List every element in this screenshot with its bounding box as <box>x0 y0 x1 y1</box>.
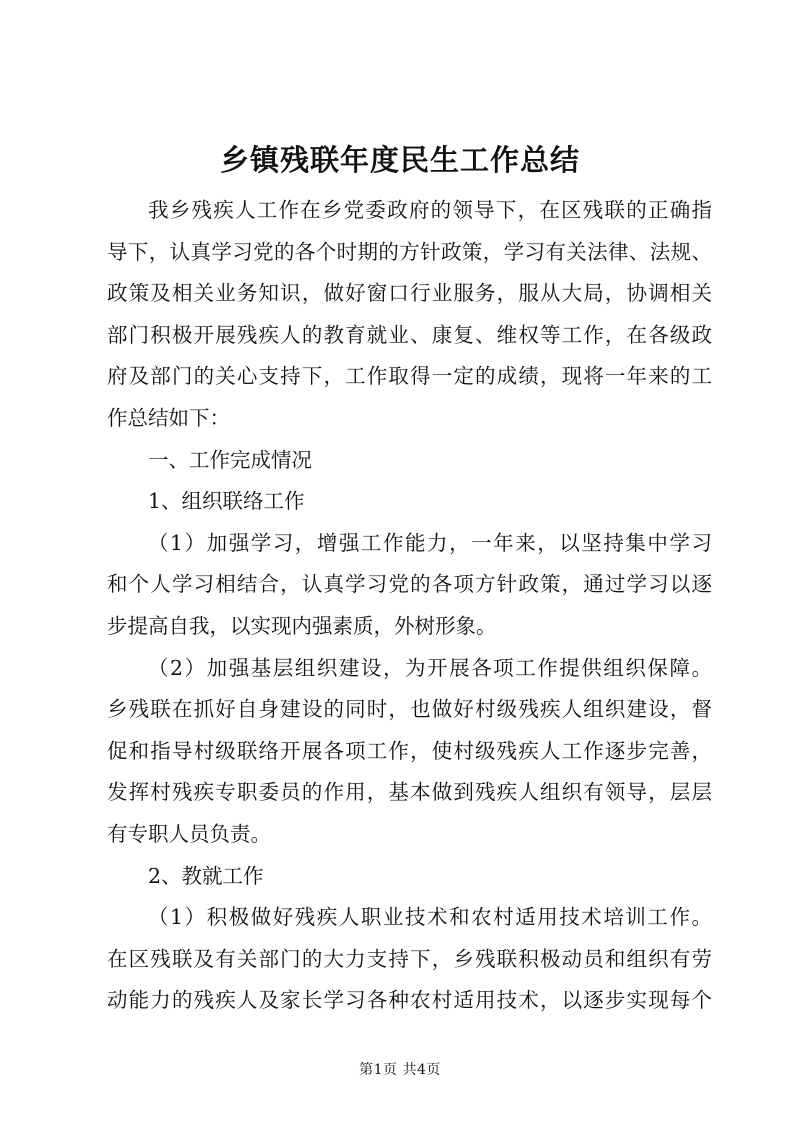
subsection-heading: 1、组织联络工作 <box>148 489 305 514</box>
document-body <box>107 190 712 1022</box>
page-footer: 第1页 共4页 <box>359 1062 441 1078</box>
text-line: 导下，认真学习党的各个时期的方针政策，学习有关法律、法规、 <box>107 239 712 264</box>
text-line: 作总结如下： <box>107 405 230 430</box>
section-heading: 一、工作完成情况 <box>148 447 312 472</box>
text-line: 促和指导村级联络开展各项工作，使村级残疾人工作逐步完善， <box>107 738 712 763</box>
text-line: 我乡残疾人工作在乡党委政府的领导下，在区残联的正确指 <box>148 198 712 222</box>
text-line: （1）积极做好残疾人职业技术和农村适用技术培训工作。 <box>148 905 712 930</box>
text-line: 发挥村残疾专职委员的作用，基本做到残疾人组织有领导，层层 <box>107 780 712 805</box>
text-line: （2）加强基层组织建设，为开展各项工作提供组织保障。 <box>148 655 712 680</box>
text-line: 动能力的残疾人及家长学习各种农村适用技术，以逐步实现每个 <box>107 988 712 1013</box>
subsection-heading: 2、教就工作 <box>148 863 264 888</box>
text-line: 步提高自我，以实现内强素质，外树形象。 <box>107 613 497 638</box>
text-line: 乡残联在抓好自身建设的同时，也做好村级残疾人组织建设，督 <box>107 697 712 722</box>
text-line: 有专职人员负责。 <box>107 821 271 846</box>
document-title: 乡镇残联年度民生工作总结 <box>219 143 580 177</box>
text-line: 府及部门的关心支持下，工作取得一定的成绩，现将一年来的工 <box>107 364 712 389</box>
text-line: 部门积极开展残疾人的教育就业、康复、维权等工作，在各级政 <box>107 322 712 347</box>
text-line: 政策及相关业务知识，做好窗口行业服务，服从大局，协调相关 <box>107 281 712 306</box>
text-line: （1）加强学习，增强工作能力，一年来，以坚持集中学习 <box>148 530 712 555</box>
text-line: 和个人学习相结合，认真学习党的各项方针政策，通过学习以逐 <box>107 572 712 597</box>
text-line: 在区残联及有关部门的大力支持下，乡残联积极动员和组织有劳 <box>107 946 712 971</box>
